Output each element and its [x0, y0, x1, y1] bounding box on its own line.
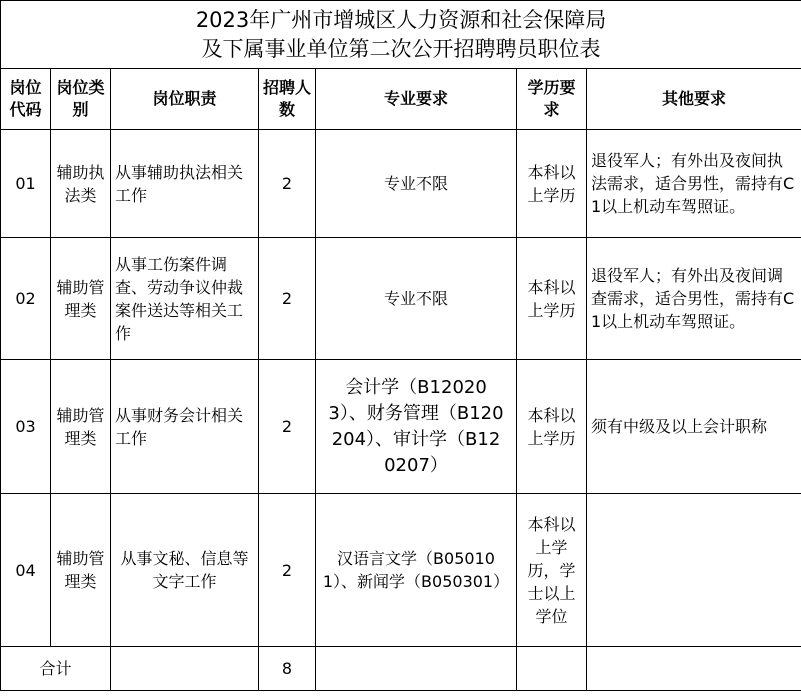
total-label: 合计 [1, 647, 111, 691]
header-code: 岗位代码 [1, 69, 51, 130]
title-line-1: 2023年广州市增城区人力资源和社会保障局 [195, 7, 607, 32]
cell-category: 辅助执法类 [51, 130, 111, 238]
cell-code: 04 [1, 494, 51, 647]
cell-major: 专业不限 [316, 238, 517, 360]
cell-other: 退役军人；有外出及夜间执法需求，适合男性，需持有C1以上机动车驾照证。 [587, 130, 801, 238]
cell-major: 汉语言文学（B050101）、新闻学（B050301） [316, 494, 517, 647]
header-category: 岗位类别 [51, 69, 111, 130]
total-empty-major [316, 647, 517, 691]
cell-other: 须有中级及以上会计职称 [587, 360, 801, 494]
cell-education: 本科以上学历 [517, 238, 587, 360]
cell-education: 本科以上学历 [517, 130, 587, 238]
header-count: 招聘人数 [259, 69, 316, 130]
cell-count: 2 [259, 130, 316, 238]
table-row [1, 494, 801, 647]
header-other: 其他要求 [587, 69, 801, 130]
table-title [1, 1, 801, 69]
cell-other: 退役军人；有外出及夜间调查需求，适合男性，需持有C1以上机动车驾照证。 [587, 238, 801, 360]
cell-duty: 从事辅助执法相关工作 [111, 130, 259, 238]
cell-count: 2 [259, 494, 316, 647]
total-empty-other [587, 647, 801, 691]
title-line-2: 及下属事业单位第二次公开招聘聘员职位表 [201, 36, 601, 61]
cell-code: 03 [1, 360, 51, 494]
header-education: 学历要求 [517, 69, 587, 130]
header-major: 专业要求 [316, 69, 517, 130]
header-row [1, 69, 801, 130]
cell-major: 会计学（B120203）、财务管理（B120204）、审计学（B120207） [316, 360, 517, 494]
cell-duty: 从事文秘、信息等文字工作 [111, 494, 259, 647]
cell-duty: 从事财务会计相关工作 [111, 360, 259, 494]
cell-count: 2 [259, 360, 316, 494]
cell-duty: 从事工伤案件调查、劳动争议仲裁案件送达等相关工作 [111, 238, 259, 360]
cell-other [587, 494, 801, 647]
table-row [1, 360, 801, 494]
cell-education: 本科以上学历 [517, 360, 587, 494]
cell-code: 01 [1, 130, 51, 238]
cell-category: 辅助管理类 [51, 360, 111, 494]
cell-category: 辅助管理类 [51, 494, 111, 647]
total-count: 8 [259, 647, 316, 691]
cell-category: 辅助管理类 [51, 238, 111, 360]
total-row [1, 647, 801, 691]
cell-education: 本科以上学历，学士以上学位 [517, 494, 587, 647]
cell-code: 02 [1, 238, 51, 360]
header-duty: 岗位职责 [111, 69, 259, 130]
cell-count: 2 [259, 238, 316, 360]
table-row [1, 130, 801, 238]
cell-major: 专业不限 [316, 130, 517, 238]
total-empty-duty [111, 647, 259, 691]
total-empty-education [517, 647, 587, 691]
table-row [1, 238, 801, 360]
